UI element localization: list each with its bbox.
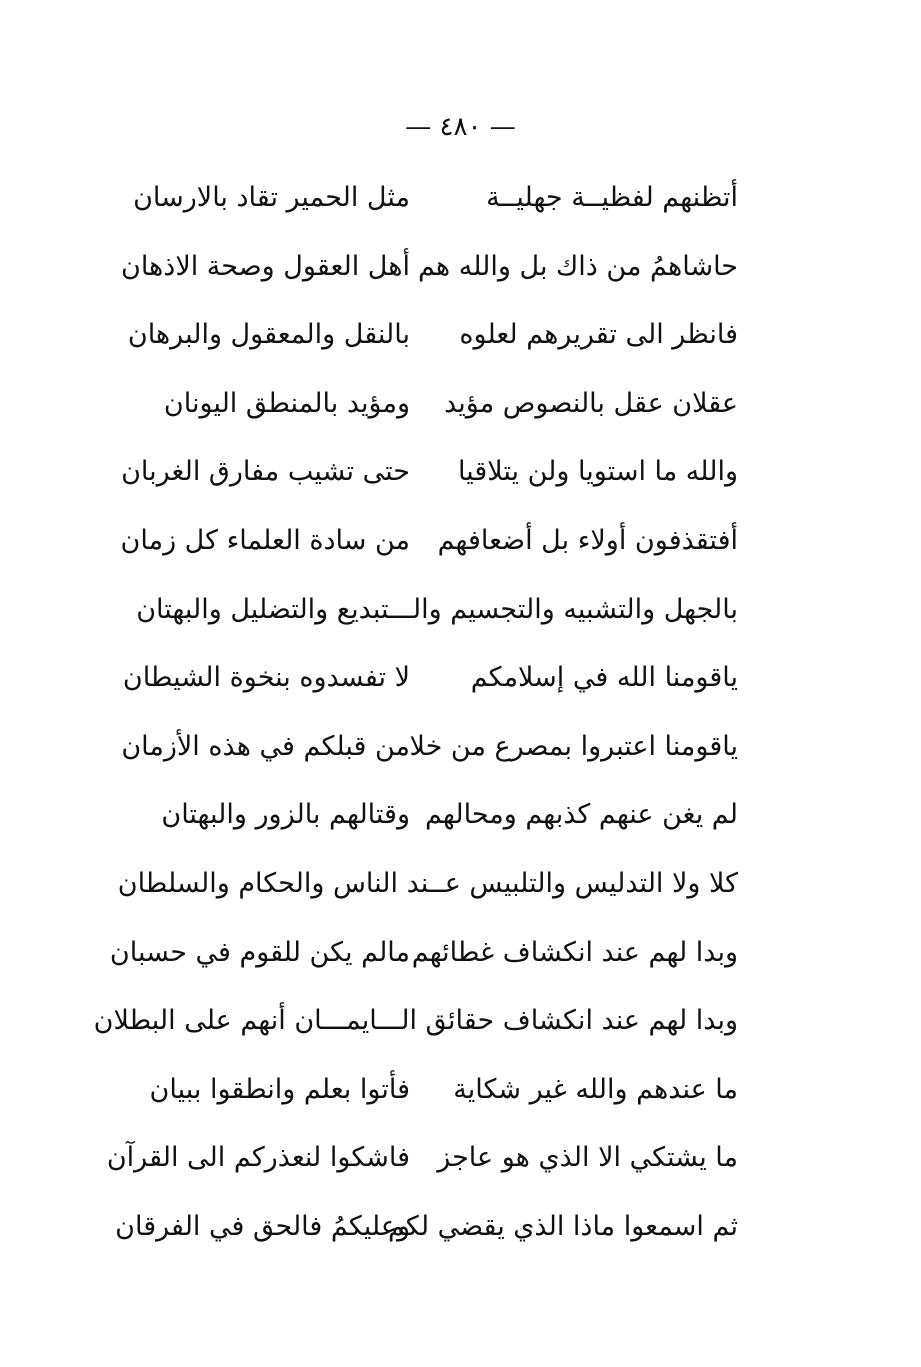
poem — [93, 168, 748, 1266]
second-hemistich: ومؤيد بالمنطق اليونان — [163, 387, 410, 419]
second-hemistich: مالم يكن للقوم في حسبان — [109, 936, 410, 968]
verse — [136, 580, 748, 649]
first-hemistich: ياقومنا اعتبروا بمصرع من خلا — [409, 730, 738, 762]
first-hemistich: فانظر الى تقريرهم لعلوه — [459, 319, 738, 351]
full-line-verse: وبدا لهم عند انكشاف حقائق الـــايمـــان أنهم على البطلان — [93, 1005, 738, 1037]
first-hemistich: والله ما استويا ولن يتلاقيا — [457, 456, 738, 488]
second-hemistich: حتى تشيب مفارق الغربان — [121, 456, 410, 488]
full-line-verse: بالجهل والتشبيه والتجسيم والـــتبديع والتضليل والبهتان — [136, 593, 738, 625]
second-hemistich: بالنقل والمعقول والبرهان — [127, 319, 410, 351]
verse — [133, 168, 748, 237]
second-hemistich: وقتالهم بالزور والبهتان — [161, 799, 410, 831]
verse — [120, 511, 748, 580]
second-hemistich: أهل العقول وصحة الاذهان — [121, 250, 410, 282]
verse — [106, 1128, 748, 1197]
first-hemistich: وبدا لهم عند انكشاف غطائهم — [411, 936, 738, 968]
second-hemistich: فاشكوا لنعذركم الى القرآن — [106, 1142, 410, 1174]
second-hemistich: وعليكمُ فالحق في الفرقان — [115, 1210, 410, 1242]
verse — [115, 1197, 748, 1266]
second-hemistich: من قبلكم في هذه الأزمان — [121, 730, 410, 762]
verse — [117, 854, 748, 923]
second-hemistich: لا تفسدوه بنخوة الشيطان — [122, 662, 410, 694]
first-hemistich: ما يشتكي الا الذي هو عاجز — [437, 1142, 738, 1174]
second-hemistich: من سادة العلماء كل زمان — [120, 524, 410, 556]
verse — [121, 237, 748, 306]
first-hemistich: أفتقذفون أولاء بل أضعافهم — [437, 524, 738, 556]
second-hemistich: فأتوا بعلم وانطقوا ببيان — [149, 1073, 410, 1105]
verse — [122, 648, 748, 717]
first-hemistich: ياقومنا الله في إسلامكم — [470, 662, 738, 694]
verse — [148, 374, 748, 443]
verse — [121, 442, 748, 511]
verse — [93, 991, 748, 1060]
verse — [148, 1060, 748, 1129]
full-line-verse: كلا ولا التدليس والتلبيس عــند الناس والحكام والسلطان — [117, 867, 738, 899]
first-hemistich: عقلان عقل بالنصوص مؤيد — [444, 387, 738, 419]
first-hemistich: أتظنهم لفظيــة جهليــة — [486, 182, 738, 213]
first-hemistich: حاشاهمُ من ذاك بل والله هم — [417, 250, 738, 282]
first-hemistich: لم يغن عنهم كذبهم ومحالهم — [424, 799, 738, 831]
page-number: — ٤٨٠ — — [405, 112, 516, 142]
verse — [127, 305, 748, 374]
verse — [109, 923, 748, 992]
first-hemistich: ثم اسمعوا ماذا الذي يقضي لكم — [387, 1210, 738, 1242]
verse — [121, 717, 748, 786]
first-hemistich: ما عندهم والله غير شكاية — [453, 1073, 738, 1105]
verse — [148, 785, 748, 854]
second-hemistich: مثل الحمير تقاد بالارسان — [133, 182, 410, 213]
